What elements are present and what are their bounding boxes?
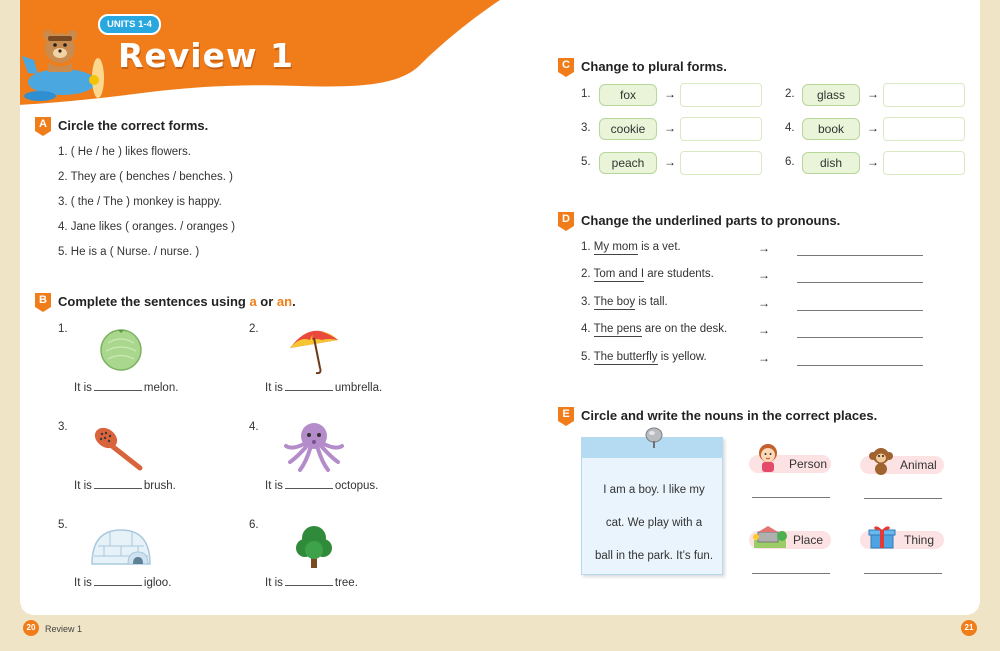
section-a-item-2: 2. They are ( benches / benches. ) (58, 171, 233, 183)
c-item-3-word: cookie (599, 118, 657, 140)
d-item-2 (581, 268, 714, 280)
d-item-2-rest: are students. (644, 268, 714, 280)
d-item-3-rest: is tall. (635, 296, 668, 308)
b-item-2-blank[interactable] (285, 381, 333, 391)
section-d-title: Change the underlined parts to pronouns. (581, 213, 841, 228)
c-item-6-word: dish (802, 152, 860, 174)
d-item-2-arrow: → (758, 268, 770, 282)
section-a-item-1: 1. ( He / he ) likes flowers. (58, 146, 191, 158)
category-place: Place (749, 531, 831, 549)
b-item-5-word: igloo. (143, 577, 172, 589)
b-item-5-number: 5. (58, 519, 68, 531)
c-item-1-answer-box[interactable] (680, 83, 762, 107)
section-e-badge (558, 407, 574, 426)
d-item-5-underlined: The butterfly (593, 351, 658, 363)
b-item-2-number: 2. (249, 323, 259, 335)
section-b-title-prefix: Complete the sentences using (58, 294, 250, 309)
b-item-6-number: 6. (249, 519, 259, 531)
note-line-3[interactable]: ball in the park. It’s fun. (594, 550, 714, 562)
note-text (592, 474, 716, 573)
b-item-6-sentence (265, 576, 358, 589)
c-item-1-number: 1. (581, 88, 591, 100)
b-item-4-start: It is (265, 480, 283, 492)
b-item-1-number: 1. (58, 323, 68, 335)
c-item-3-number: 3. (581, 122, 591, 134)
b-item-5-blank[interactable] (94, 576, 142, 586)
d-item-3-answer-line[interactable] (797, 310, 923, 311)
category-thing: Thing (860, 531, 944, 549)
d-item-1-rest: is a vet. (637, 241, 681, 253)
person-answer-line[interactable] (752, 497, 830, 498)
umbrella-icon (286, 326, 342, 376)
d-item-1-answer-line[interactable] (797, 255, 923, 256)
units-label: UNITS 1-4 (98, 14, 161, 35)
left-page (20, 0, 500, 615)
section-b-letter: B (39, 294, 47, 306)
note-line-2[interactable]: cat. We play with a (605, 517, 703, 529)
d-item-4-rest: are on the desk. (641, 323, 728, 335)
section-d-badge (558, 212, 574, 231)
c-item-4-word: book (802, 118, 860, 140)
girl-icon (756, 442, 780, 474)
b-item-3-blank[interactable] (94, 479, 142, 489)
igloo-icon (88, 526, 154, 568)
b-item-3-sentence (74, 479, 176, 492)
d-item-1 (581, 241, 681, 253)
pushpin-icon (644, 427, 664, 449)
b-item-5-sentence (74, 576, 171, 589)
tree-icon (294, 522, 334, 570)
section-c-title: Change to plural forms. (581, 59, 727, 74)
b-item-3-number: 3. (58, 421, 68, 433)
brush-icon (92, 424, 148, 474)
footer-review-label: Review 1 (45, 624, 83, 634)
c-item-1-arrow: → (664, 87, 676, 101)
c-item-1-word: fox (599, 84, 657, 106)
park-icon (752, 524, 788, 550)
b-item-4-word: octopus. (334, 480, 379, 492)
b-item-6-start: It is (265, 577, 283, 589)
b-item-4-number: 4. (249, 421, 259, 433)
b-item-1-blank[interactable] (94, 381, 142, 391)
monkey-icon (868, 445, 894, 475)
b-item-6-blank[interactable] (285, 576, 333, 586)
section-b-title-or: or (256, 294, 277, 309)
thing-answer-line[interactable] (864, 573, 942, 574)
c-item-5-number: 5. (581, 156, 591, 168)
c-item-4-arrow: → (867, 121, 879, 135)
octopus-icon (282, 420, 346, 474)
d-item-4 (581, 323, 727, 335)
c-item-3-arrow: → (664, 121, 676, 135)
b-item-2-start: It is (265, 382, 283, 394)
section-a-item-5: 5. He is a ( Nurse. / nurse. ) (58, 246, 200, 258)
story-note-card (581, 437, 723, 575)
b-item-1-start: It is (74, 382, 92, 394)
section-d-letter: D (562, 213, 570, 225)
c-item-6-number: 6. (785, 156, 795, 168)
section-b-title (58, 294, 296, 309)
section-c-badge (558, 58, 574, 77)
c-item-6-answer-box[interactable] (883, 151, 965, 175)
gift-box-icon (868, 524, 896, 550)
c-item-2-number: 2. (785, 88, 795, 100)
d-item-5-arrow: → (758, 351, 770, 365)
b-item-2-word: umbrella. (334, 382, 383, 394)
section-e-letter: E (562, 408, 570, 420)
b-item-2-sentence (265, 381, 382, 394)
b-item-4-sentence (265, 479, 378, 492)
d-item-4-answer-line[interactable] (797, 337, 923, 338)
c-item-5-word: peach (599, 152, 657, 174)
b-item-6-word: tree. (334, 577, 358, 589)
section-a-item-4: 4. Jane likes ( oranges. / oranges ) (58, 221, 236, 233)
d-item-5-rest: is yellow. (657, 351, 707, 363)
right-page-number: 21 (961, 620, 977, 636)
section-a-letter: A (39, 118, 47, 130)
d-item-1-number: 1. (581, 241, 591, 253)
melon-icon (98, 325, 144, 371)
section-b-word-a: a (249, 294, 257, 309)
d-item-4-underlined: The pens (593, 323, 642, 335)
d-item-3 (581, 296, 668, 308)
d-item-5 (581, 351, 707, 363)
c-item-2-word: glass (802, 84, 860, 106)
c-item-2-arrow: → (867, 87, 879, 101)
b-item-4-blank[interactable] (285, 479, 333, 489)
c-item-6-arrow: → (867, 155, 879, 169)
left-page-number: 20 (23, 620, 39, 636)
section-c-letter: C (562, 59, 570, 71)
page-title: Review 1 (118, 36, 294, 75)
c-item-5-arrow: → (664, 155, 676, 169)
d-item-2-number: 2. (581, 268, 591, 280)
d-item-3-arrow: → (758, 296, 770, 310)
d-item-5-number: 5. (581, 351, 591, 363)
animal-answer-line[interactable] (864, 498, 942, 499)
b-item-5-start: It is (74, 577, 92, 589)
d-item-2-answer-line[interactable] (797, 282, 923, 283)
right-page (500, 0, 980, 615)
section-a-title: Circle the correct forms. (58, 118, 209, 133)
d-item-4-number: 4. (581, 323, 591, 335)
b-item-3-start: It is (74, 480, 92, 492)
c-item-5-answer-box[interactable] (680, 151, 762, 175)
section-a-item-3: 3. ( the / The ) monkey is happy. (58, 196, 222, 208)
category-animal: Animal (860, 456, 944, 474)
place-answer-line[interactable] (752, 573, 830, 574)
c-item-2-answer-box[interactable] (883, 83, 965, 107)
d-item-2-underlined: Tom and I (593, 268, 645, 280)
d-item-1-underlined: My mom (593, 241, 638, 253)
bear-plane-icon (20, 18, 112, 108)
d-item-1-arrow: → (758, 241, 770, 255)
section-a-badge (35, 117, 51, 136)
d-item-3-underlined: The boy (593, 296, 636, 308)
b-item-3-word: brush. (143, 480, 176, 492)
b-item-1-word: melon. (143, 382, 179, 394)
section-b-word-an: an (276, 294, 293, 309)
c-item-4-number: 4. (785, 122, 795, 134)
d-item-3-number: 3. (581, 296, 591, 308)
note-line-1[interactable]: I am a boy. I like my (603, 484, 705, 496)
d-item-4-arrow: → (758, 323, 770, 337)
b-item-1-sentence (74, 381, 178, 394)
d-item-5-answer-line[interactable] (797, 365, 923, 366)
section-e-title: Circle and write the nouns in the correct places. (581, 408, 878, 423)
section-b-title-suffix: . (292, 294, 296, 309)
category-person: Person (749, 455, 831, 473)
c-item-3-answer-box[interactable] (680, 117, 762, 141)
c-item-4-answer-box[interactable] (883, 117, 965, 141)
section-b-badge (35, 293, 51, 312)
